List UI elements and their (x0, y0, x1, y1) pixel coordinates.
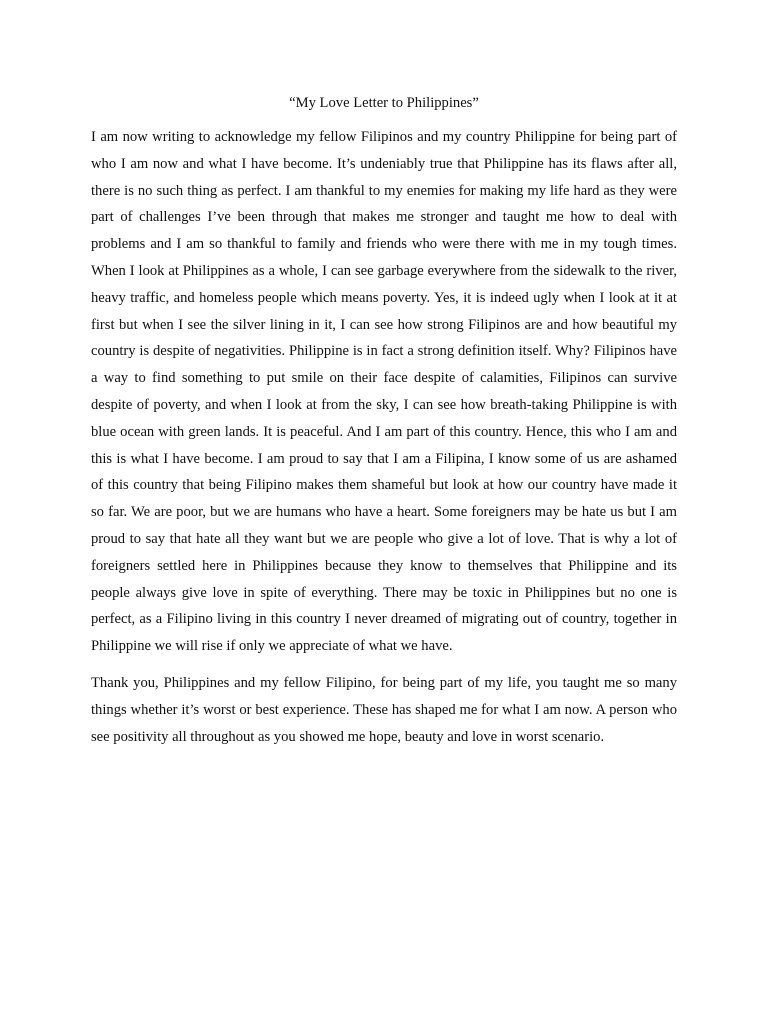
paragraph-2: Thank you, Philippines and my fellow Filipino, for being part of my life, you taught me so many things whether it’s worst or best experience. These has shaped me for what I am now. A person who see positivity all throughout as you showed me hope, beauty and love in worst scenario. (91, 674, 677, 745)
paragraph-1: I am now writing to acknowledge my fellow Filipinos and my country Philippine for being part of who I am now and what I have become. It’s undeniably true that Philippine has its flaws after all, there is no such thing as perfect. I am thankful to my enemies for making my life hard as they were part of challenges I’ve been through that makes me stronger and taught me how to deal with problems and I am so thankful to family and friends who were there with me in my tough times. When I look at Philippines as a whole, I can see garbage everywhere from the sidewalk to the river, heavy traffic, and homeless people which means poverty. Yes, it is indeed ugly when I look at it at first but when I see the silver lining in it, I can see how strong Filipinos are and how beautiful my country is despite of negativities. Philippine is in fact a strong definition itself. Why? Filipinos have a way to find something to put smile on their face despite of calamities, Filipinos can survive despite of poverty, and when I look at from the sky, I can see how breath-taking Philippine is with blue ocean with green lands. It is peaceful. And I am part of this country. Hence, this who I am and this is what I have become. I am proud to say that I am a Filipina, I know some of us are ashamed of this country that being Filipino makes them shameful but look at how our country have made it so far. We are poor, but we are humans who have a heart. Some foreigners may be hate us but I am proud to say that hate all they want but we are people who give a lot of love. That is why a lot of foreigners settled here in Philippines because they know to themselves that Philippine and its people always give love in spite of everything. There may be toxic in Philippines but no one is perfect, as a Filipino living in this country I never dreamed of migrating out of country, together in Philippine we will rise if only we appreciate of what we have. (91, 129, 677, 655)
document-body (91, 92, 677, 760)
document-title: “My Love Letter to Philippines” (289, 95, 479, 111)
